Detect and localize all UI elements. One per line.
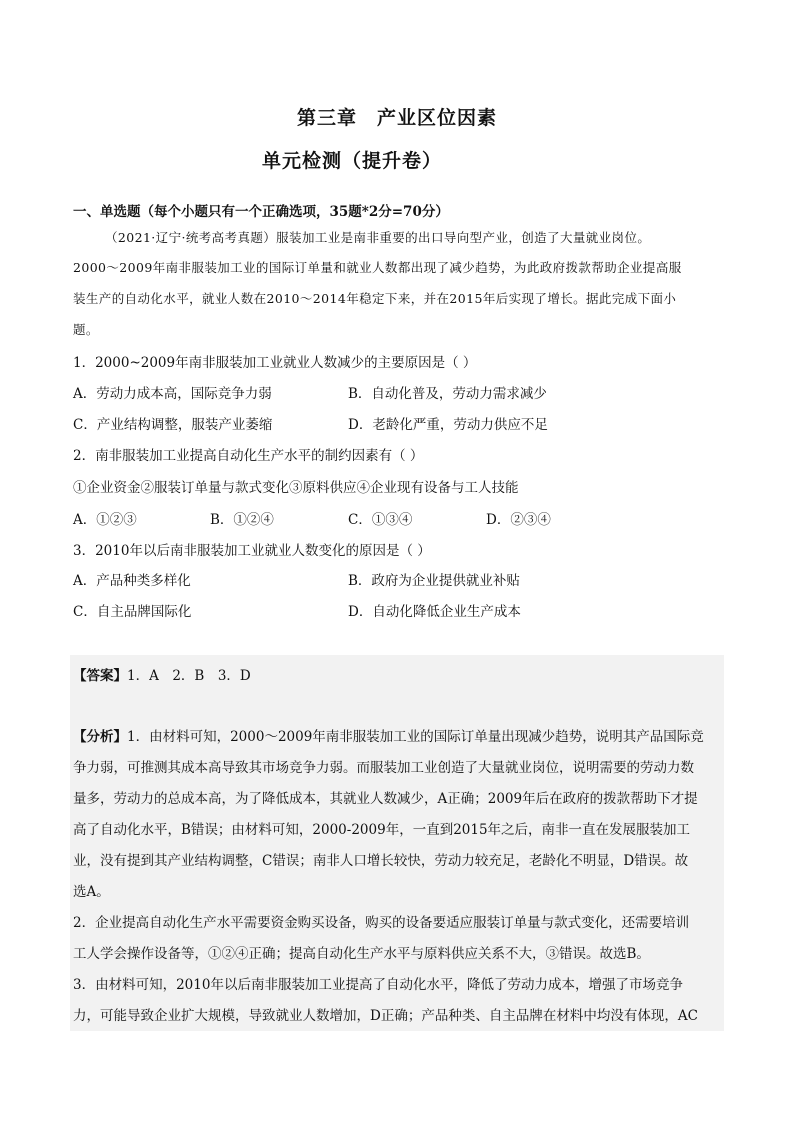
passage-line: 2000～2009年南非服装加工业的国际订单量和就业人数都出现了减少趋势，为此政府拨款帮助企业提高服 xyxy=(73,260,682,275)
question-3-option-a: A．产品种类多样化 xyxy=(73,573,191,589)
section-heading: 一、单选题（每个小题只有一个正确选项，35题*2分=70分） xyxy=(73,204,449,220)
question-2-option-c: C．①③④ xyxy=(348,512,413,528)
analysis-line: 选A。 xyxy=(73,884,110,900)
answer-text: 1．A 2．B 3．D xyxy=(127,668,251,684)
analysis-line: 力，可能导致企业扩大规模，导致就业人数增加，D正确；产品种类、自主品牌在材料中均没有体现，AC xyxy=(73,1008,698,1024)
page-title: 第三章 产业区位因素 xyxy=(296,107,497,129)
question-3-option-b: B．政府为企业提供就业补贴 xyxy=(348,573,520,589)
analysis-line: 业，没有提到其产业结构调整，C错误；南非人口增长较快，劳动力较充足，老龄化不明显，D错误。故 xyxy=(73,853,689,869)
page-subtitle: 单元检测（提升卷） xyxy=(262,150,443,172)
analysis-line: 高了自动化水平，B错误；由材料可知，2000-2009年，一直到2015年之后，南非一直在发展服装加工 xyxy=(73,822,691,838)
passage-line: 装生产的自动化水平，就业人数在2010～2014年稳定下来，并在2015年后实现了增长。据此完成下面小 xyxy=(73,291,677,306)
answer-label: 【答案】 xyxy=(73,668,127,684)
question-3-option-d: D．自动化降低企业生产成本 xyxy=(348,604,521,620)
question-3-option-c: C．自主品牌国际化 xyxy=(73,604,192,620)
question-3-stem: 3．2010年以后南非服装加工业就业人数变化的原因是（ ） xyxy=(73,543,431,559)
analysis-line: 3．由材料可知，2010年以后南非服装加工业提高了自动化水平，降低了劳动力成本，增强了市场竞争 xyxy=(73,977,683,993)
question-1-stem: 1．2000~2009年南非服装加工业就业人数减少的主要原因是（ ） xyxy=(73,355,477,371)
question-2-stem: 2．南非服装加工业提高自动化生产水平的制约因素有（ ） xyxy=(73,448,424,464)
question-2-choices: ①企业资金②服装订单量与款式变化③原料供应④企业现有设备与工人技能 xyxy=(73,480,519,496)
question-1-option-a: A．劳动力成本高，国际竞争力弱 xyxy=(73,386,272,402)
question-2-option-d: D．②③④ xyxy=(486,512,551,528)
analysis-label: 【分析】 xyxy=(73,729,127,745)
analysis-line: 2．企业提高自动化生产水平需要资金购买设备，购买的设备要适应服装订单量与款式变化，还需要培训 xyxy=(73,915,690,931)
analysis-text: 1．由材料可知，2000～2009年南非服装加工业的国际订单量出现减少趋势，说明其产品国际竞 xyxy=(127,729,704,745)
answer-line xyxy=(73,664,251,684)
answer-analysis-block xyxy=(70,655,724,1031)
passage-line: 题。 xyxy=(73,322,99,337)
analysis-line: 量多，劳动力的总成本高，为了降低成本，其就业人数减少，A正确；2009年后在政府的拨款帮助下才提 xyxy=(73,791,698,807)
question-2-option-b: B．①②④ xyxy=(210,512,274,528)
analysis-line: 工人学会操作设备等，①②④正确；提高自动化生产水平与原料供应关系不大，③错误。故选B。 xyxy=(73,946,650,962)
question-1-option-b: B．自动化普及，劳动力需求减少 xyxy=(348,386,547,402)
analysis-line xyxy=(73,725,704,745)
analysis-line: 争力弱，可推测其成本高导致其市场竞争力弱。而服装加工业创造了大量就业岗位，说明需要的劳动力数 xyxy=(73,760,694,776)
question-2-option-a: A．①②③ xyxy=(73,512,137,528)
passage-line: （2021·辽宁·统考高考真题）服装加工业是南非重要的出口导向型产业，创造了大量就业岗位。 xyxy=(105,230,651,245)
question-1-option-c: C．产业结构调整，服装产业萎缩 xyxy=(73,417,273,433)
question-1-option-d: D．老龄化严重，劳动力供应不足 xyxy=(348,417,548,433)
